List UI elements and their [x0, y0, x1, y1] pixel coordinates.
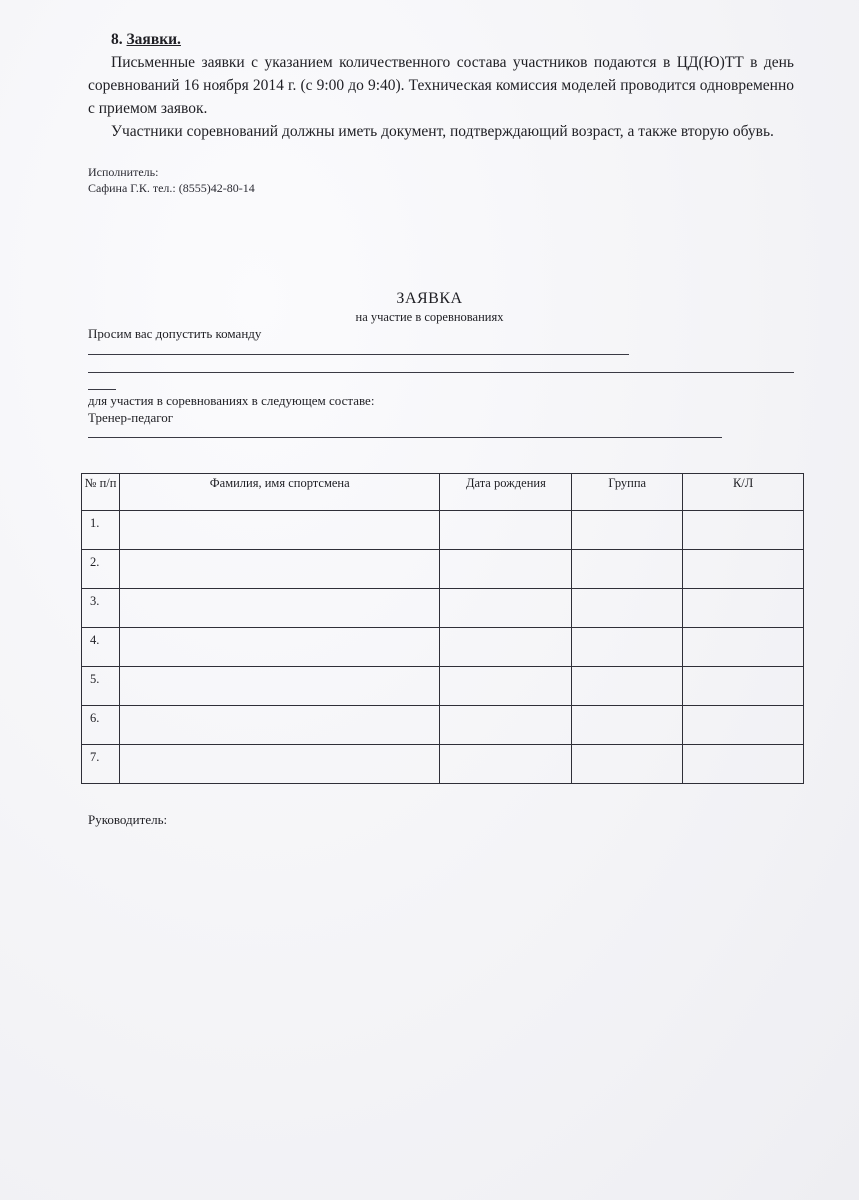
group-cell[interactable]	[572, 706, 683, 745]
row-number: 4.	[82, 628, 120, 667]
kl-cell[interactable]	[683, 628, 804, 667]
name-cell[interactable]	[119, 745, 440, 784]
row-number: 1.	[82, 511, 120, 550]
kl-cell[interactable]	[683, 589, 804, 628]
header-num: № п/п	[82, 474, 120, 511]
row-number: 3.	[82, 589, 120, 628]
requirements-paragraph: Участники соревнований должны иметь документ, подтверждающий возраст, а также вторую обувь.	[111, 123, 774, 140]
name-cell[interactable]	[119, 511, 440, 550]
team-name-line-2[interactable]	[88, 372, 794, 373]
kl-cell[interactable]	[683, 550, 804, 589]
header-name: Фамилия, имя спортсмена	[119, 474, 440, 511]
form-title: ЗАЯВКА	[396, 290, 463, 307]
table-row	[82, 745, 804, 784]
group-cell[interactable]	[572, 667, 683, 706]
table-row	[82, 511, 804, 550]
birth-date-cell[interactable]	[440, 667, 572, 706]
table-row	[82, 706, 804, 745]
name-cell[interactable]	[119, 706, 440, 745]
section-heading	[111, 28, 794, 51]
header-kl: К/Л	[683, 474, 804, 511]
form-subtitle: на участие в соревнованиях	[355, 310, 504, 324]
team-name-line-3[interactable]	[88, 389, 116, 390]
group-cell[interactable]	[572, 589, 683, 628]
executor-label: Исполнитель:	[88, 165, 159, 179]
birth-date-cell[interactable]	[440, 550, 572, 589]
name-cell[interactable]	[119, 667, 440, 706]
birth-date-cell[interactable]	[440, 511, 572, 550]
table-row	[82, 550, 804, 589]
team-prompt: Просим вас допустить команду	[88, 326, 262, 341]
table-row	[82, 589, 804, 628]
group-cell[interactable]	[572, 628, 683, 667]
header-group: Группа	[572, 474, 683, 511]
table-header-row	[82, 474, 804, 511]
kl-cell[interactable]	[683, 511, 804, 550]
birth-date-cell[interactable]	[440, 745, 572, 784]
group-cell[interactable]	[572, 550, 683, 589]
header-birth-date: Дата рождения	[440, 474, 572, 511]
participants-table	[81, 473, 804, 784]
coach-label: Тренер-педагог	[88, 410, 174, 425]
executor-block	[88, 164, 255, 196]
row-number: 7.	[82, 745, 120, 784]
section-title: Заявки.	[126, 31, 181, 48]
executor-contact: Сафина Г.К. тел.: (8555)42-80-14	[88, 181, 255, 195]
row-number: 5.	[82, 667, 120, 706]
name-cell[interactable]	[119, 550, 440, 589]
composition-prompt: для участия в соревнованиях в следующем составе:	[88, 393, 375, 408]
group-cell[interactable]	[572, 745, 683, 784]
group-cell[interactable]	[572, 511, 683, 550]
birth-date-cell[interactable]	[440, 628, 572, 667]
table-row	[82, 628, 804, 667]
applications-paragraph: Письменные заявки с указанием количественного состава участников подаются в ЦД(Ю)ТТ в день соревнований 16 ноября 2014 г. (с 9:00 до 9:40). Техническая комиссия моделей проводится одновременно с приемом заявок.	[88, 54, 794, 117]
table-row	[82, 667, 804, 706]
name-cell[interactable]	[119, 628, 440, 667]
birth-date-cell[interactable]	[440, 706, 572, 745]
kl-cell[interactable]	[683, 706, 804, 745]
kl-cell[interactable]	[683, 667, 804, 706]
name-cell[interactable]	[119, 589, 440, 628]
coach-name-line[interactable]	[88, 437, 722, 438]
section-number: 8.	[111, 31, 123, 48]
kl-cell[interactable]	[683, 745, 804, 784]
applications-section	[88, 28, 794, 143]
birth-date-cell[interactable]	[440, 589, 572, 628]
team-name-line[interactable]	[88, 354, 629, 355]
row-number: 6.	[82, 706, 120, 745]
supervisor-label: Руководитель:	[88, 812, 168, 827]
row-number: 2.	[82, 550, 120, 589]
